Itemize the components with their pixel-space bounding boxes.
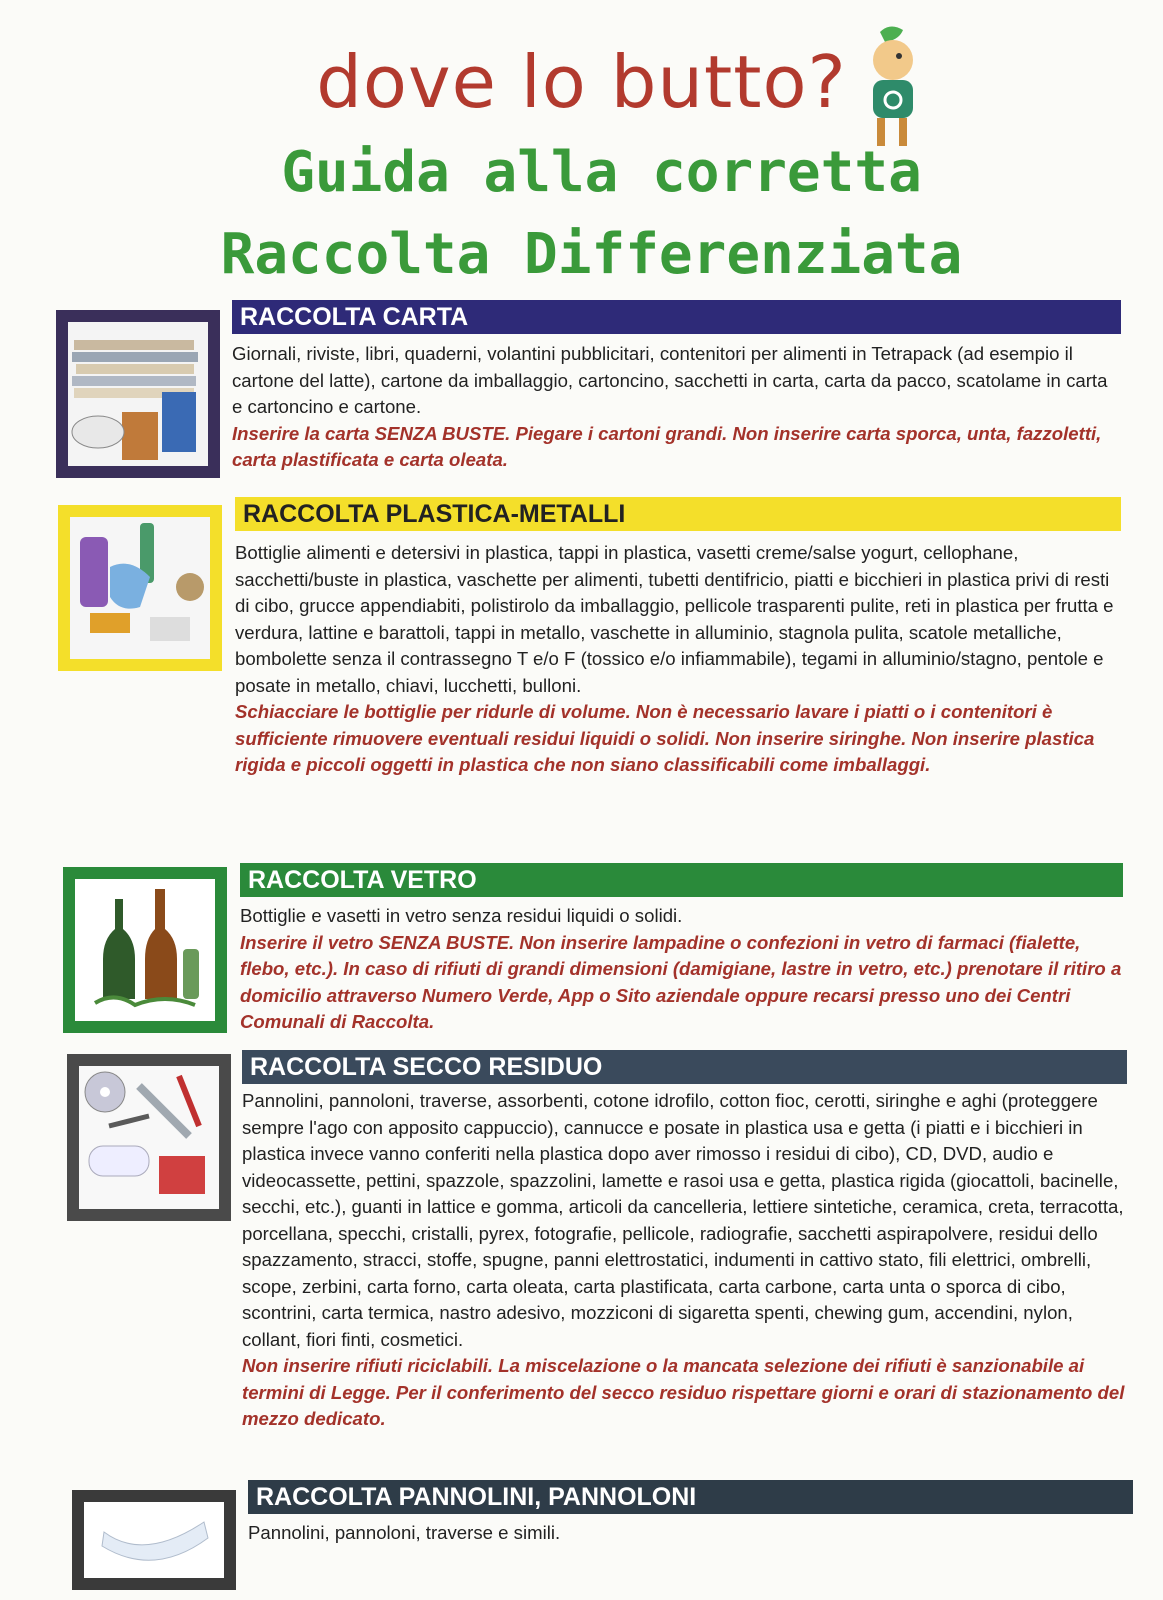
diapers-thumbnail xyxy=(72,1490,236,1590)
residual-waste-icon xyxy=(79,1066,219,1209)
section-header-plastica xyxy=(235,497,1121,531)
section-title: RACCOLTA CARTA xyxy=(240,303,469,331)
diaper-icon xyxy=(84,1502,224,1578)
residual-thumbnail xyxy=(67,1054,231,1221)
section-note: Inserire il vetro SENZA BUSTE. Non inserire lampadine o confezioni in vetro di farmaci (fialette, flebo, etc.). In caso di rifiuti di grandi dimensioni (damigiane, lastre in vetro, etc.) prenotare il ritiro a domicilio attraverso Numero Verde, App o Sito aziendale oppure recarsi presso uno dei Centri Comunali di Raccolta. xyxy=(240,931,1122,1032)
section-header-vetro xyxy=(240,863,1123,897)
section-text-vetro xyxy=(240,903,1130,1036)
section-note: Inserire la carta SENZA BUSTE. Piegare i cartoni grandi. Non inserire carta sporca, unta, fazzoletti, carta plastificata e carta oleata. xyxy=(232,422,1102,470)
section-text-plastica xyxy=(235,540,1125,779)
section-header-pannolini xyxy=(248,1480,1133,1514)
section-title: RACCOLTA PANNOLINI, PANNOLONI xyxy=(256,1483,697,1511)
subtitle-line-2: Raccolta Differenziata xyxy=(220,222,963,287)
section-note: Schiacciare le bottiglie per ridurle di volume. Non è necessario lavare i piatti o i contenitori è sufficiente rimuovere eventuali residui liquidi o solidi. Non inserire siringhe. Non inserire plastica rigida e piccoli oggetti in plastica che non siano classificabili come imballaggi. xyxy=(235,701,1095,775)
plastic-bottles-icon xyxy=(70,517,210,659)
plastic-thumbnail xyxy=(58,505,222,671)
section-text-pannolini xyxy=(248,1520,1128,1547)
section-text-secco xyxy=(242,1088,1132,1433)
section-body: Giornali, riviste, libri, quaderni, volantini pubblicitari, contenitori per alimenti in Tetrapack (ad esempio il cartone del latte), cartone da imballaggio, cartoncino, sacchetti in carta, carta da pacco, scatolame in carta e cartoncino e cartone. xyxy=(232,343,1108,417)
section-body: Bottiglie e vasetti in vetro senza residui liquidi o solidi. xyxy=(240,905,683,926)
section-note: Non inserire rifiuti riciclabili. La miscelazione o la mancata selezione dei rifiuti è sanzionabile ai termini di Legge. Per il conferimento del secco residuo rispettare giorni e orari di stazionamento del mezzo dedicato. xyxy=(242,1355,1125,1429)
section-body: Bottiglie alimenti e detersivi in plastica, tappi in plastica, vasetti creme/salse yogurt, cellophane, sacchetti/buste in plastica, vaschette per alimenti, tubetti dentifricio, piatti e bicchieri in plastica privi di resti di cibo, grucce appendiabiti, polistirolo da imballaggio, pellicole trasparenti pulite, reti in plastica per frutta e verdura, lattine e barattoli, tappi in metallo, vaschette in alluminio, stagnola pulita, scatole metalliche, bombolette senza il contrassegno T e/o F (tossico e/o infiammabile), tegami in alluminio/stagno, pentole e posate in metallo, chiavi, lucchetti, bulloni. xyxy=(235,542,1114,696)
subtitle-line-1: Guida alla corretta xyxy=(281,140,922,205)
glass-bottles-icon xyxy=(75,879,215,1021)
mascot-icon xyxy=(855,22,925,152)
paper-thumbnail xyxy=(56,310,220,478)
glass-thumbnail xyxy=(63,867,227,1033)
section-body: Pannolini, pannoloni, traverse e simili. xyxy=(248,1522,561,1543)
page-title: dove lo butto? xyxy=(316,40,847,124)
section-title: RACCOLTA VETRO xyxy=(248,866,477,894)
section-title: RACCOLTA PLASTICA-METALLI xyxy=(243,500,626,528)
section-title: RACCOLTA SECCO RESIDUO xyxy=(250,1053,603,1081)
newspaper-stack-icon xyxy=(68,322,208,466)
section-text-carta xyxy=(232,341,1122,474)
section-body: Pannolini, pannoloni, traverse, assorbenti, cotone idrofilo, cotton fioc, cerotti, siringhe e aghi (proteggere sempre l'ago con apposito cappuccio), cannucce e posate in plastica usa e getta (i piatti e i bicchieri in plastica invece vanno conferiti nella plastica dopo aver rimosso i residui di cibo), CD, DVD, audio e videocassette, pettini, spazzole, spazzolini, lamette e rasoi usa e getta, plastica rigida (giocattoli, bacinelle, secchi, etc.), guanti in lattice e gomma, articoli da cancelleria, lettiere sintetiche, ceramica, creta, terracotta, porcellana, specchi, cristalli, pyrex, fotografie, pellicole, radiografie, sacchetti aspirapolvere, residui dello spazzamento, stracci, stoffe, spugne, panni elettrostatici, indumenti in cattivo stato, fili elettrici, ombrelli, scope, zerbini, carta forno, carta oleata, carta plastificata, carta carbone, carta unta o sporca di cibo, scontrini, carta termica, nastro adesivo, mozziconi di sigaretta spenti, chewing gum, accendini, nylon, collant, fiori finti, cosmetici. xyxy=(242,1090,1124,1350)
section-header-carta xyxy=(232,300,1121,334)
section-header-secco xyxy=(242,1050,1127,1084)
